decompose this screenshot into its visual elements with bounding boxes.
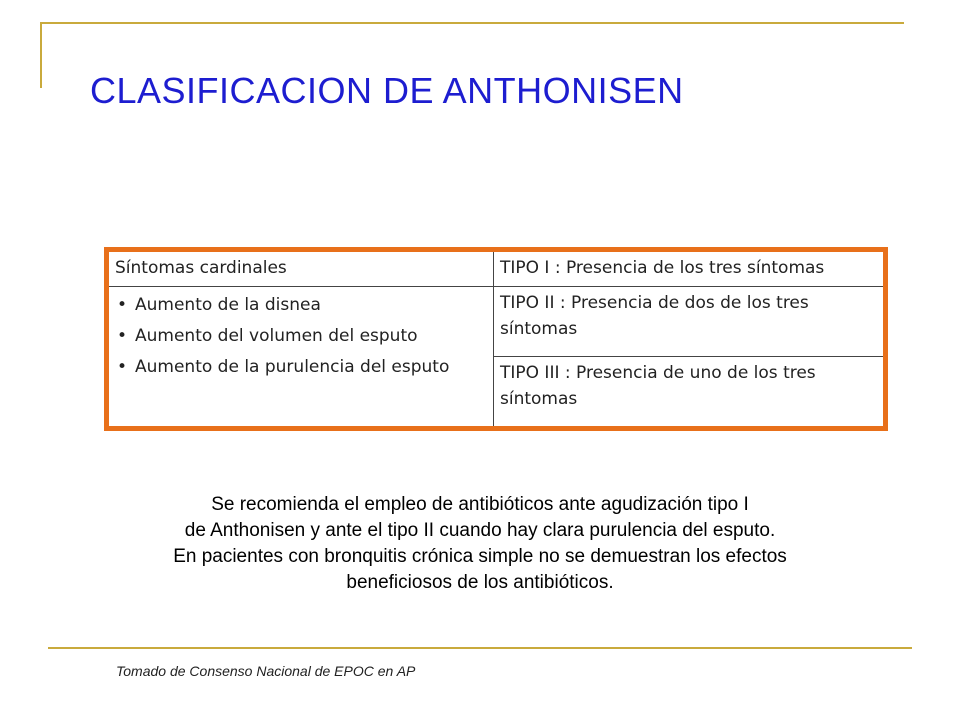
symptoms-header: Síntomas cardinales bbox=[109, 252, 494, 287]
frame-top-line bbox=[40, 22, 904, 24]
slide-title: CLASIFICACION DE ANTHONISEN bbox=[90, 70, 684, 111]
text-line: Se recomienda el empleo de antibióticos ante agudización tipo I bbox=[211, 494, 749, 515]
type-3-cell: TIPO III : Presencia de uno de los tres síntomas bbox=[500, 363, 816, 410]
symptoms-cell bbox=[109, 287, 494, 427]
source-citation: Tomado de Consenso Nacional de EPOC en AP bbox=[116, 663, 416, 679]
type-1-cell: TIPO I : Presencia de los tres síntomas bbox=[494, 252, 884, 287]
list-item: • Aumento del volumen del esputo bbox=[115, 321, 487, 352]
list-item: • Aumento de la purulencia del esputo bbox=[115, 352, 487, 383]
recommendation-text bbox=[80, 492, 880, 596]
frame-left-line bbox=[40, 22, 42, 88]
table-header-row bbox=[109, 252, 883, 287]
text-line: de Anthonisen y ante el tipo II cuando hay clara purulencia del esputo. bbox=[184, 520, 776, 541]
classification-table bbox=[109, 252, 883, 426]
list-item: • Aumento de la disnea bbox=[115, 290, 487, 321]
frame-bottom-line bbox=[48, 647, 912, 649]
symptoms-list bbox=[115, 290, 487, 383]
type-2-cell: TIPO II : Presencia de dos de los tres síntomas bbox=[494, 287, 884, 357]
anthonisen-table bbox=[104, 247, 888, 431]
table-row bbox=[109, 287, 883, 357]
text-line: beneficiosos de los antibióticos. bbox=[346, 572, 614, 593]
text-line: En pacientes con bronquitis crónica simple no se demuestran los efectos bbox=[173, 546, 787, 567]
